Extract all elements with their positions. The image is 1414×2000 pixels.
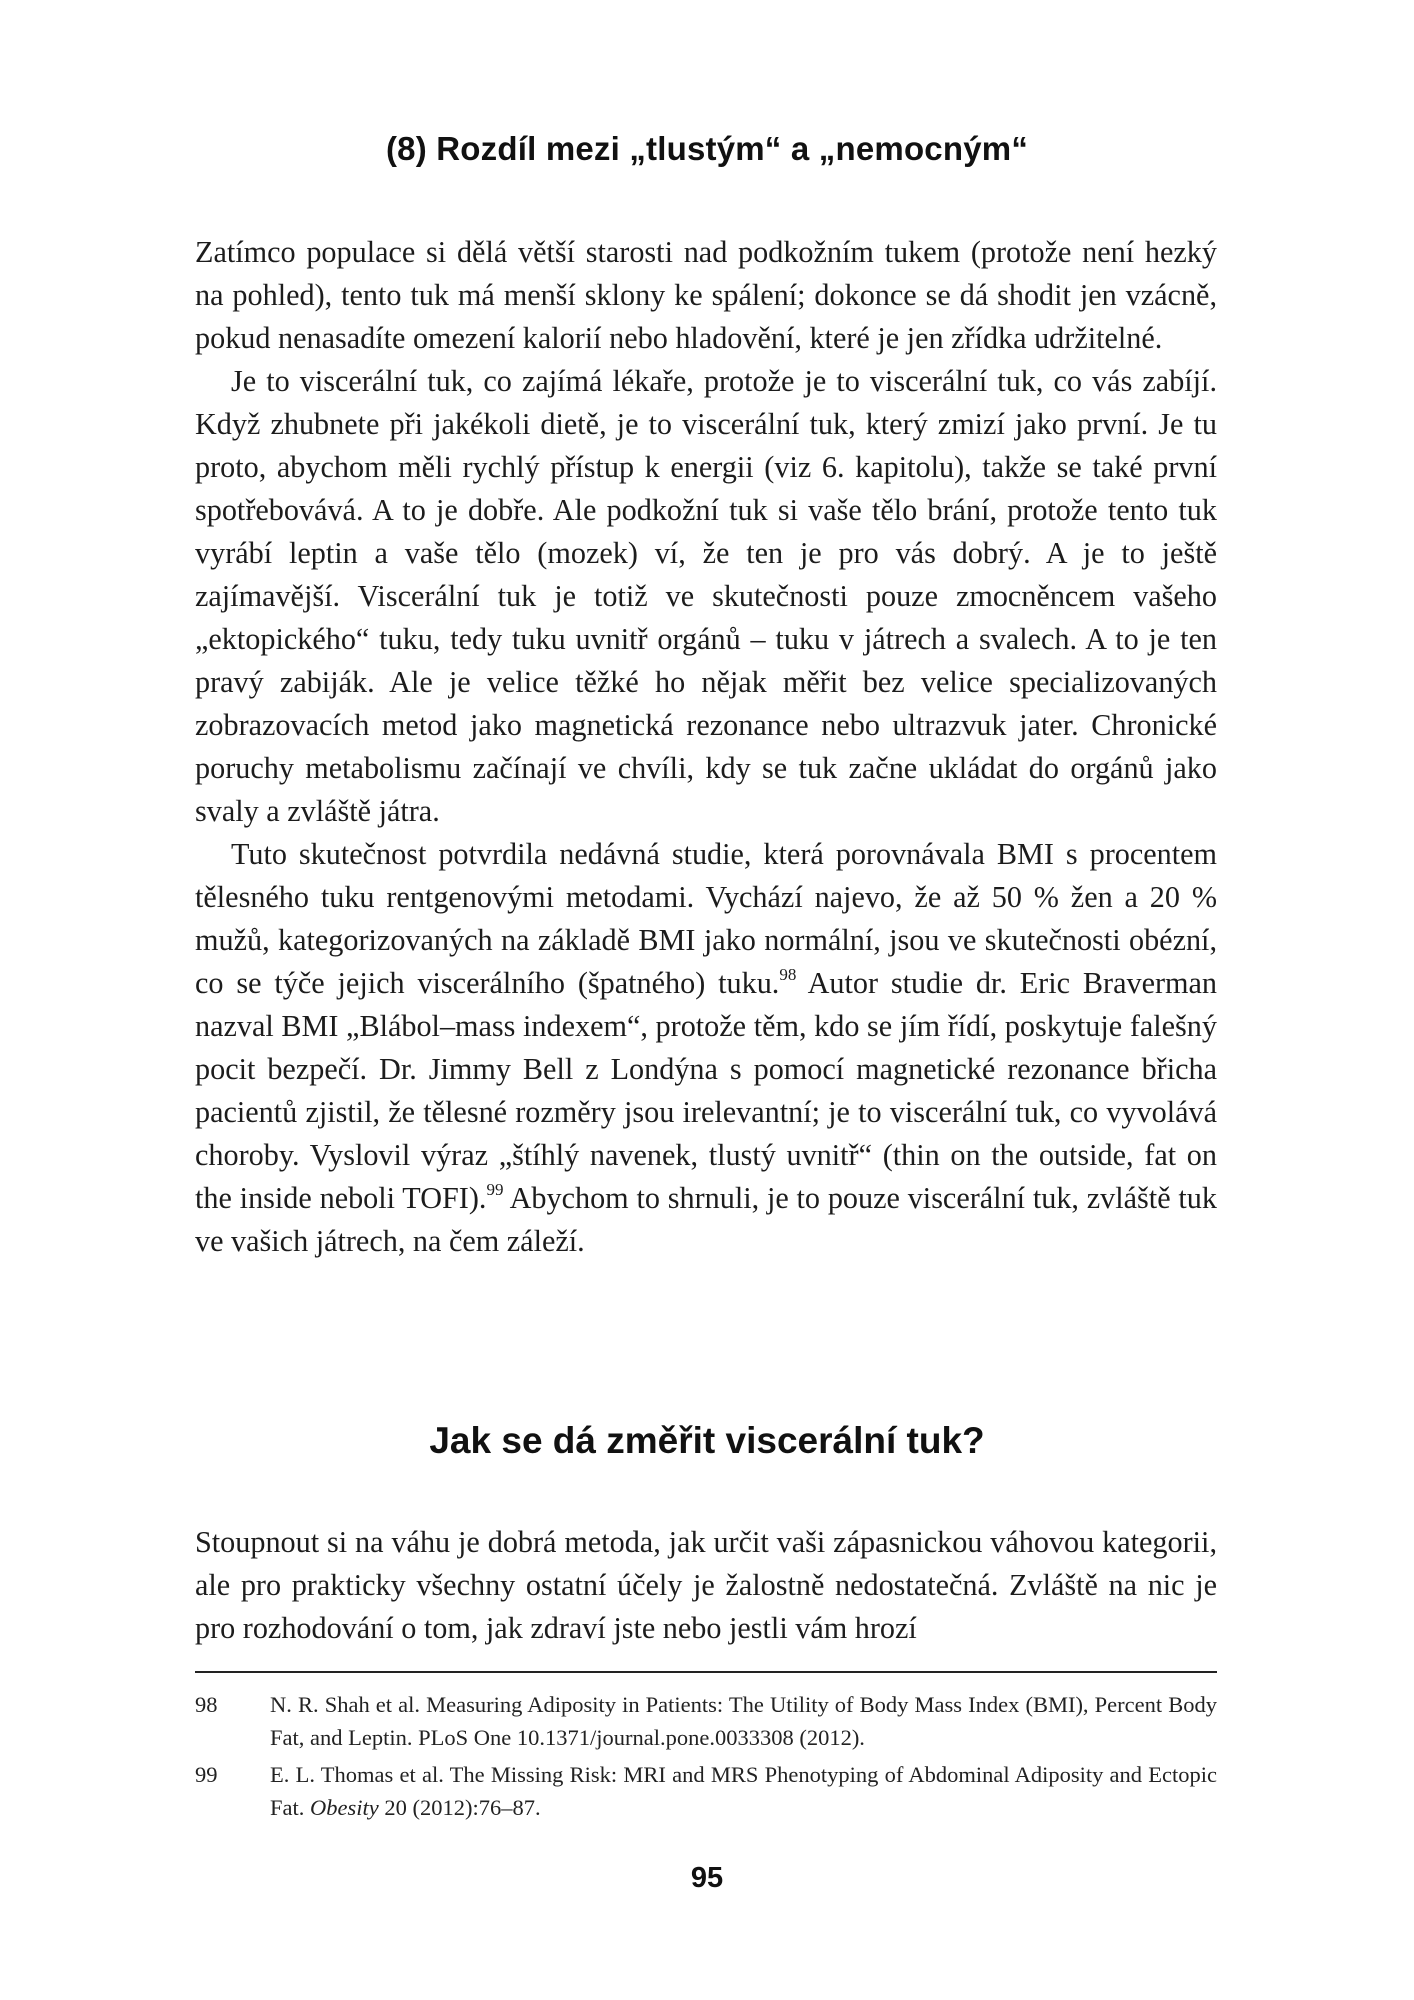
body-text-section-1 [195,231,1217,1263]
footnote-99 [195,1758,1217,1824]
paragraph-visceral-fat: Je to viscerální tuk, co zajímá lékaře, protože je to viscerální tuk, co vás zabíjí. Když zhubnete při jakékoli dietě, je to viscerální tuk, který zmizí jako první. Je tu proto, abychom měli rychlý přístup k energii (viz 6. kapitolu), takže se také první spotřebovává. A to je dobře. Ale podkožní tuk si vaše tělo brání, protože tento tuk vyrábí leptin a vaše tělo (mozek) ví, že ten je pro vás dobrý. A je to ještě zajímavější. Viscerální tuk je totiž ve skutečnosti pouze zmocněncem vašeho „ektopického“ tuku, tedy tuku uvnitř orgánů – tuku v játrech a svalech. A to je ten pravý zabiják. Ale je velice těžké ho nějak měřit bez velice specializovaných zobrazovacích metod jako magnetická rezonance nebo ultrazvuk jater. Chronické poruchy metabolismu začínají ve chvíli, kdy se tuk začne ukládat do orgánů jako svaly a zvláště játra. [195,364,1217,828]
body-text-section-2 [195,1521,1217,1650]
footnote-divider [195,1671,1217,1673]
footnote-98 [195,1688,1217,1754]
footnote-number: 98 [195,1692,218,1717]
footnotes [195,1688,1217,1828]
footnote-text-before: E. L. Thomas et al. The Missing Risk: MRI and MRS Phenotyping of Abdominal Adiposity and Ectopic Fat. [270,1762,1217,1820]
section-title: (8) Rozdíl mezi „tlustým“ a „nemocným“ [385,130,1029,167]
footnote-journal: Obesity [310,1795,379,1820]
paragraph-bmi-study-text-a: Tuto skutečnost potvrdila nedávná studie, která porovnávala BMI s procentem tělesného tuku rentgenovými metodami. Vychází najevo, že až 50 % žen a 20 % mužů, kategorizovaných na základě BMI jako normální, jsou ve skutečnosti obézní, co se týče jejich viscerálního (špatného) tuku. [195,837,1217,1000]
footnote-text-after: 20 (2012):76–87. [378,1795,541,1820]
paragraph-weighing: Stoupnout si na váhu je dobrá metoda, jak určit vaši zápasnickou váhovou kategorii, ale pro prakticky všechny ostatní účely je žalostně nedostatečná. Zvláště na nic je pro rozhodování o tom, jak zdraví jste nebo jestli vám hrozí [195,1525,1217,1645]
paragraph-subcutaneous-fat: Zatímco populace si dělá větší starosti nad podkožním tukem (protože není hezký na pohled), tento tuk má menší sklony ke spálení; dokonce se dá shodit jen vzácně, pokud nenasadíte omezení kalorií nebo hladovění, které je jen zřídka udržitelné. [195,235,1217,355]
footnote-ref-98[interactable]: 98 [779,964,797,984]
paragraph-bmi-study [195,833,1217,1263]
paragraph-bmi-study-text-c: Abychom to shrnuli, je to pouze viscerální tuk, zvláště tuk ve vašich játrech, na čem záleží. [195,1181,1217,1258]
paragraph-bmi-study-text-b: Autor studie dr. Eric Braverman nazval BMI „Blábol–mass indexem“, protože těm, kdo se jím řídí, poskytuje falešný pocit bezpečí. Dr. Jimmy Bell z Londýna s pomocí magnetické rezonance břicha pacientů zjistil, že tělesné rozměry jsou irelevantní; je to viscerální tuk, co vyvolává choroby. Vyslovil výraz „štíhlý navenek, tlustý uvnitř“ (thin on the outside, fat on the inside neboli TOFI). [195,966,1217,1215]
footnote-text [270,1758,1217,1824]
footnote-ref-99[interactable]: 99 [486,1179,504,1199]
footnote-text: N. R. Shah et al. Measuring Adiposity in Patients: The Utility of Body Mass Index (BMI), Percent Body Fat, and Leptin. PLoS One 10.1371/journal.pone.0033308 (2012). [270,1692,1217,1750]
page-number: 95 [690,1862,724,1894]
footnote-number: 99 [195,1762,218,1787]
subheading: Jak se dá změřit viscerální tuk? [429,1420,985,1461]
